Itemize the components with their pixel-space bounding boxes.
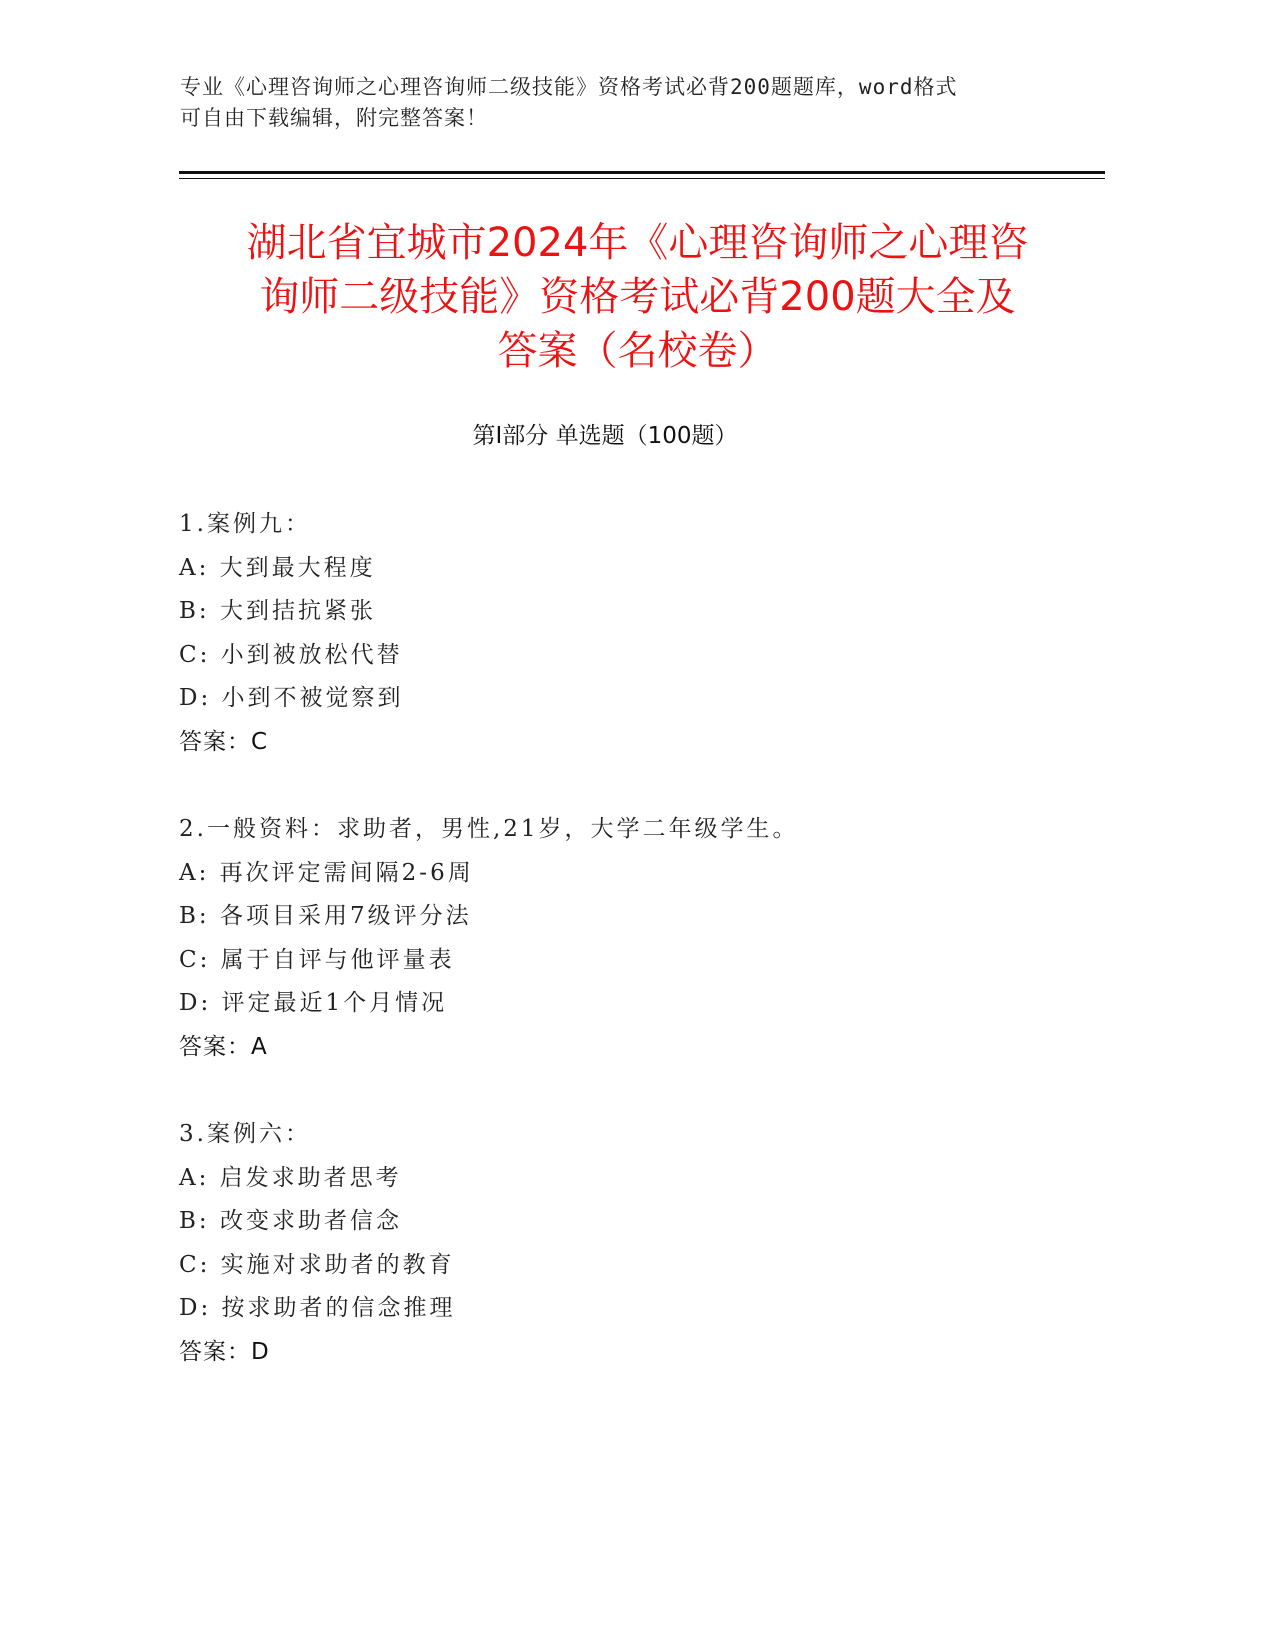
title-line-1: 湖北省宜城市2024年《心理咨询师之心理咨 bbox=[246, 220, 1029, 266]
option-c: C: 小到被放松代替 bbox=[179, 641, 403, 668]
question-1 bbox=[179, 503, 1079, 765]
option-b: B: 各项目采用7级评分法 bbox=[179, 903, 472, 930]
header-divider-thick bbox=[179, 171, 1105, 174]
option-a: A: 启发求助者思考 bbox=[179, 1164, 402, 1191]
option-c: C: 属于自评与他评量表 bbox=[179, 946, 455, 973]
section-heading: 第Ⅰ部分 单选题（100题） bbox=[472, 423, 738, 449]
intro-line-1: 专业《心理咨询师之心理咨询师二级技能》资格考试必背200题题库，word格式 bbox=[180, 75, 958, 99]
answer: 答案：D bbox=[179, 1338, 270, 1365]
option-b: B: 改变求助者信念 bbox=[179, 1208, 402, 1235]
answer: 答案：A bbox=[179, 1033, 268, 1060]
document-intro bbox=[180, 72, 1040, 134]
intro-line-2: 可自由下载编辑，附完整答案！ bbox=[180, 106, 488, 130]
question-stem: 2.一般资料：求助者，男性,21岁，大学二年级学生。 bbox=[179, 816, 799, 842]
option-b: B: 大到拮抗紧张 bbox=[179, 598, 376, 625]
option-d: D: 小到不被觉察到 bbox=[179, 685, 404, 712]
option-d: D: 按求助者的信念推理 bbox=[179, 1295, 456, 1322]
document-title bbox=[150, 216, 1125, 378]
title-line-3: 答案（名校卷） bbox=[497, 328, 778, 374]
option-c: C: 实施对求助者的教育 bbox=[179, 1251, 455, 1278]
question-stem: 3.案例六： bbox=[179, 1121, 311, 1147]
option-a: A: 大到最大程度 bbox=[179, 554, 376, 581]
header-divider-thin bbox=[179, 178, 1105, 179]
title-line-2: 询师二级技能》资格考试必背200题大全及 bbox=[259, 274, 1016, 320]
answer: 答案：C bbox=[179, 728, 269, 755]
question-2 bbox=[179, 808, 1079, 1070]
option-d: D: 评定最近1个月情况 bbox=[179, 990, 448, 1017]
question-stem: 1.案例九： bbox=[179, 511, 311, 537]
question-3 bbox=[179, 1113, 1079, 1375]
option-a: A: 再次评定需间隔2-6周 bbox=[179, 859, 474, 886]
